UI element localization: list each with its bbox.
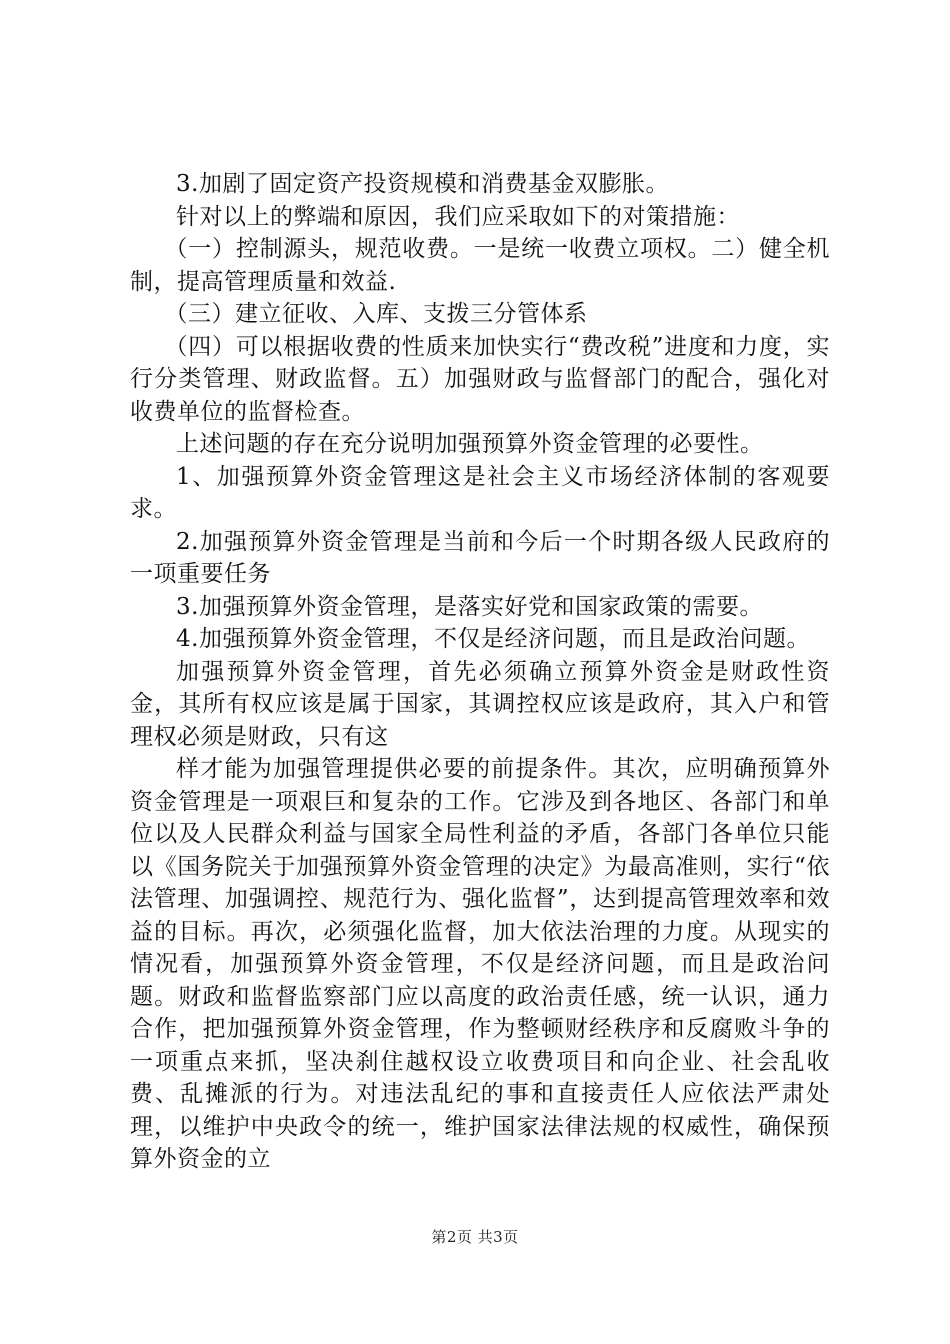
paragraph: 4.加强预算外资金管理，不仅是经济问题，而且是政治问题。 xyxy=(176,626,810,652)
paragraph: 3.加强预算外资金管理，是落实好党和国家政策的需要。 xyxy=(176,593,763,620)
paragraph: 2.加强预算外资金管理是当前和今后一个时期各级人民政府的一项重要任务 xyxy=(130,528,830,587)
paragraph: （一）控制源头，规范收费。一是统一收费立项权。二）健全机制，提高管理质量和效益. xyxy=(130,236,830,295)
paragraph: 1、加强预算外资金管理这是社会主义市场经济体制的客观要求。 xyxy=(130,463,830,522)
body-text xyxy=(130,168,830,1176)
paragraph: （四）可以根据收费的性质来加快实行“费改税”进度和力度，实行分类管理、财政监督。五）加强财政与监督部门的配合，强化对收费单位的监督检查。 xyxy=(130,333,830,425)
paragraph: 针对以上的弊端和原因，我们应采取如下的对策措施： xyxy=(176,203,740,230)
paragraph: （三）建立征收、入库、支拨三分管体系 xyxy=(164,301,588,327)
paragraph: 上述问题的存在充分说明加强预算外资金管理的必要性。 xyxy=(176,431,764,457)
paragraph: 样才能为加强管理提供必要的前提条件。其次，应明确预算外资金管理是一项艰巨和复杂的工作。它涉及到各地区、各部门和单位以及人民群众利益与国家全局性利益的矛盾，各部门各单位只能以《国务院关于加强预算外资金管理的决定》为最高准则，实行“依法管理、加强调控、规范行为、强化监督”，达到提高管理效率和效益的目标。再次，必须强化监督，加大依法治理的力度。从现实的情况看，加强预算外资金管理，不仅是经济问题，而且是政治问题。财政和监督监察部门应以高度的政治责任感，统一认识，通力合作，把加强预算外资金管理，作为整顿财经秩序和反腐败斗争的一项重点来抓，坚决刹住越权设立收费项目和向企业、社会乱收费、乱摊派的行为。对违法乱纪的事和直接责任人应依法严肃处理，以维护中央政令的统一，维护国家法律法规的权威性，确保预算外资金的立 xyxy=(130,756,830,1172)
paragraph: 3.加剧了固定资产投资规模和消费基金双膨胀。 xyxy=(176,171,669,197)
paragraph: 加强预算外资金管理，首先必须确立预算外资金是财政性资金，其所有权应该是属于国家，其调控权应该是政府，其入户和管理权必须是财政，只有这 xyxy=(130,658,830,750)
page-footer: 第2页 共3页 xyxy=(431,1228,519,1246)
